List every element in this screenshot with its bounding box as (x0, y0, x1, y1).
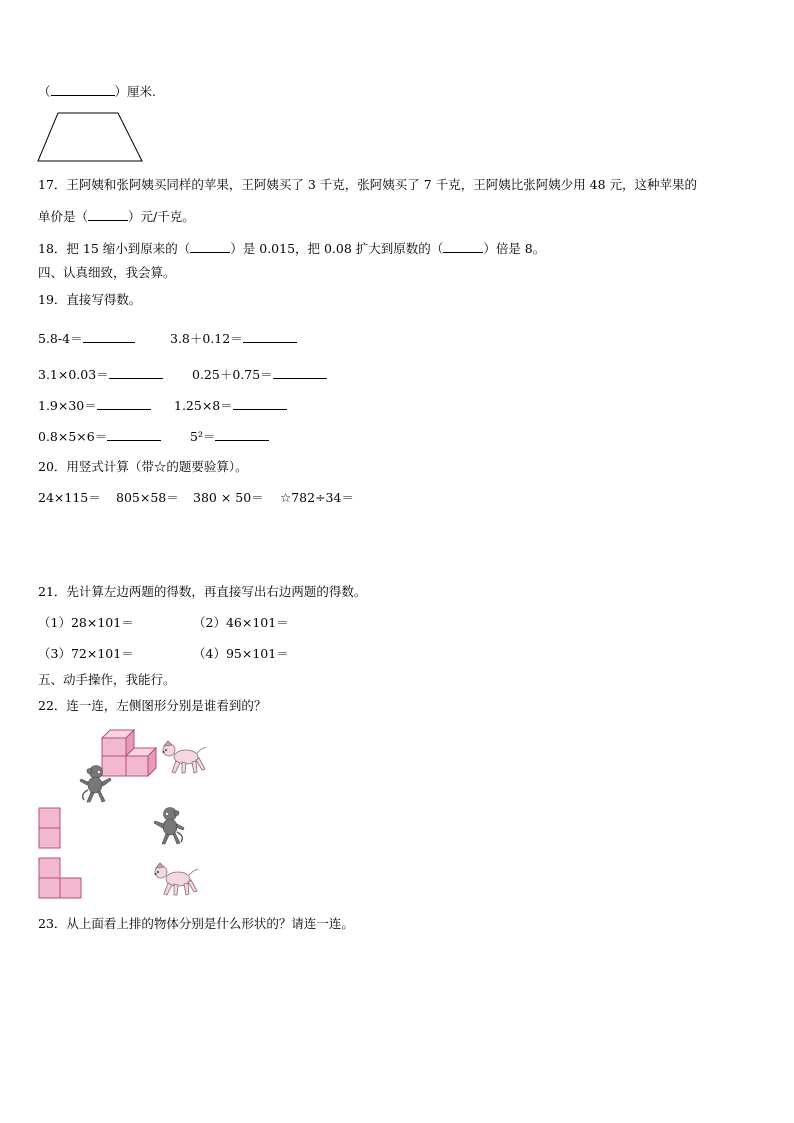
q17-line-1: 17．王阿姨和张阿姨买同样的苹果，王阿姨买了 3 千克，张阿姨买了 7 千克，王阿姨比张阿姨少用 48 元，这种苹果的 (38, 177, 698, 192)
answer-blank[interactable] (109, 366, 163, 379)
answer-blank[interactable] (97, 397, 151, 410)
cube-front-face (102, 738, 126, 756)
q18-text-a: 18．把 15 缩小到原来的（ (38, 241, 191, 256)
trapezoid-figure (36, 112, 146, 164)
q18-text-c: ）倍是 8。 (483, 241, 546, 256)
q19-item-4: 0.25＋0.75＝ (192, 366, 327, 383)
cube-front-face (126, 756, 148, 776)
monkey-icon (78, 764, 114, 804)
view-square (39, 878, 60, 898)
q22-title: 22．连一连，左侧图形分别是谁看到的？ (38, 698, 267, 713)
answer-blank[interactable] (243, 330, 297, 343)
view-square (39, 828, 60, 848)
q18-text-b: ）是 0.015，把 0.08 扩大到原数的（ (230, 241, 444, 256)
paren-close: ） (114, 84, 128, 99)
q20-item-2: 805×58＝ (116, 490, 179, 505)
q19-item-5: 1.9×30＝ (38, 397, 151, 414)
view-shape-1[interactable] (38, 807, 62, 851)
q17-answer-blank[interactable] (88, 208, 128, 221)
q21-item-2: （2）46×101＝ (193, 615, 289, 630)
answer-blank[interactable] (233, 397, 287, 410)
q17-line-2 (38, 208, 195, 225)
q20-item-4: ☆782÷34＝ (280, 490, 354, 505)
q17-text-a: 单价是（ (38, 209, 89, 224)
q23-title: 23．从上面看上排的物体分别是什么形状的？请连一连。 (38, 916, 354, 931)
q21-title: 21．先计算左边两题的得数，再直接写出右边两题的得数。 (38, 584, 367, 599)
view-square (39, 808, 60, 828)
view-square (39, 858, 60, 878)
q19-title: 19．直接写得数。 (38, 292, 142, 307)
trapezoid-shape (38, 113, 142, 161)
q21-item-3: （3）72×101＝ (38, 646, 134, 661)
monkey-icon[interactable] (152, 806, 188, 846)
q21-item-4: （4）95×101＝ (193, 646, 289, 661)
answer-blank[interactable] (83, 330, 135, 343)
view-square (60, 878, 81, 898)
answer-blank[interactable] (107, 428, 161, 441)
q19-item-6: 1.25×8＝ (174, 397, 287, 414)
q17-text-b: ）元/千克。 (128, 209, 195, 224)
q20-item-1: 24×115＝ (38, 490, 101, 505)
q18-line (38, 240, 545, 257)
section-4-heading: 四、认真细致，我会算。 (38, 265, 176, 280)
answer-blank[interactable] (273, 366, 327, 379)
q19-item-1: 5.8-4＝ (38, 330, 135, 347)
q19-item-3: 3.1×0.03＝ (38, 366, 163, 383)
q21-item-1: （1）28×101＝ (38, 615, 134, 630)
unit-text: 厘米. (127, 84, 157, 99)
view-shape-2[interactable] (38, 857, 84, 901)
q19-item-7: 0.8×5×6＝ (38, 428, 161, 445)
q20-title: 20．用竖式计算（带☆的题要验算）。 (38, 459, 248, 474)
q18-blank-1[interactable] (190, 240, 230, 253)
section-5-heading: 五、动手操作，我能行。 (38, 672, 176, 687)
q19-item-8: 5²＝ (190, 428, 269, 445)
dog-icon (158, 740, 210, 776)
dog-icon[interactable] (150, 862, 202, 898)
q16-answer-blank[interactable] (51, 83, 115, 96)
q20-item-3: 380 × 50＝ (193, 490, 264, 505)
answer-blank[interactable] (215, 428, 269, 441)
q18-blank-2[interactable] (443, 240, 483, 253)
q16-answer-line (38, 83, 156, 100)
paren-open: （ (38, 84, 51, 99)
q19-item-2: 3.8＋0.12＝ (170, 330, 297, 347)
